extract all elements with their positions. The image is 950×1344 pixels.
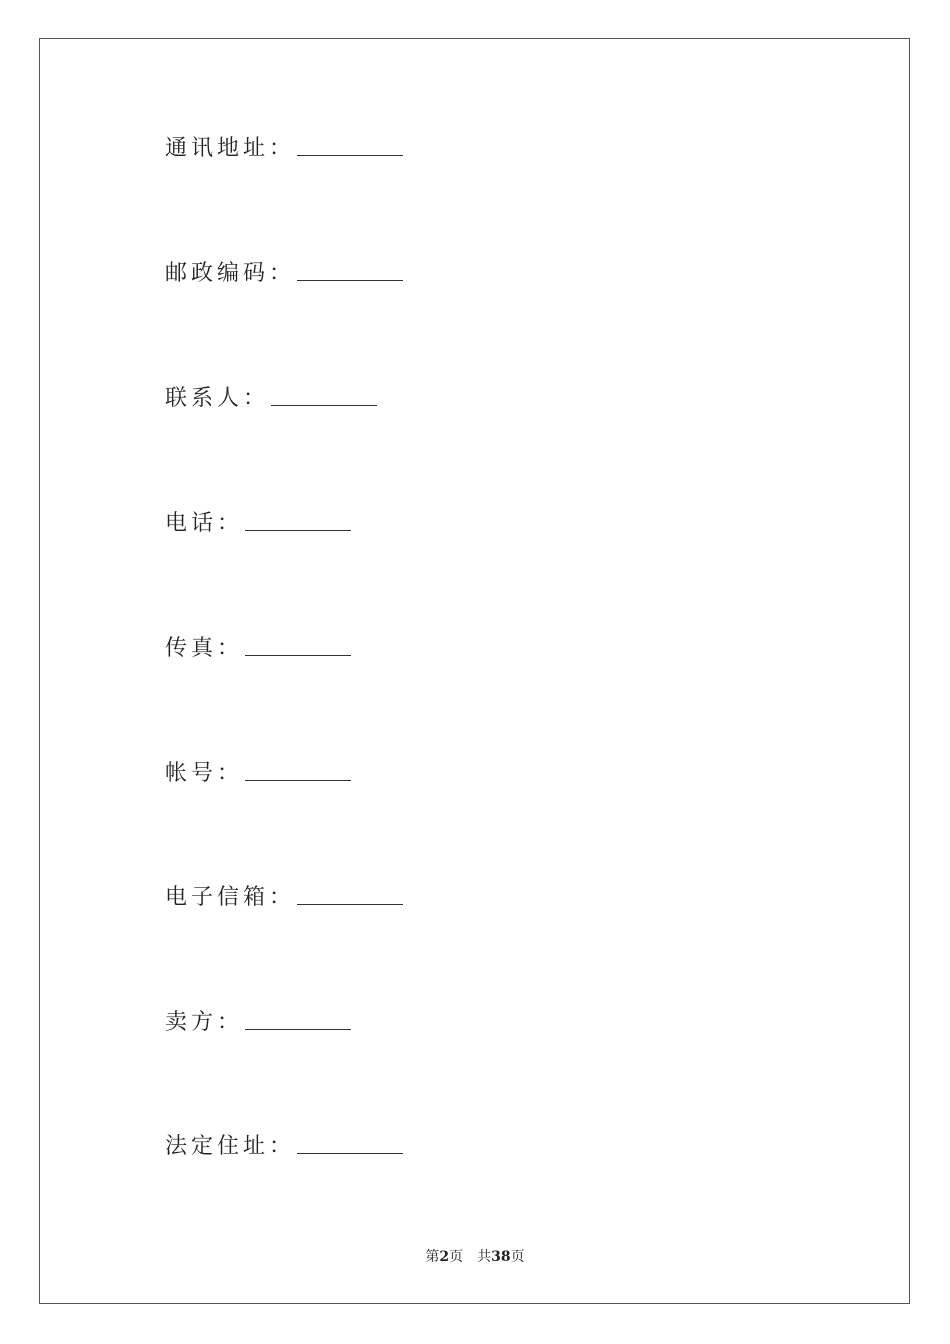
field-legal-address [165, 1132, 403, 1162]
field-label: 传真： [165, 636, 244, 661]
total-pages-number: 38 [491, 1249, 511, 1265]
field-label: 帐号： [165, 761, 244, 786]
current-page-number: 2 [439, 1249, 450, 1265]
field-account-number [165, 759, 351, 789]
fill-in-blank [245, 780, 351, 781]
fill-in-blank [297, 904, 403, 905]
field-label: 卖方： [165, 1010, 244, 1035]
fill-in-blank [245, 655, 351, 656]
total-suffix: 页 [510, 1249, 525, 1265]
form-field-list [165, 0, 765, 1344]
fill-in-blank [271, 405, 377, 406]
fill-in-blank [245, 1029, 351, 1030]
total-prefix: 共 [477, 1249, 492, 1265]
field-label: 电子信箱： [165, 885, 296, 910]
field-email [165, 883, 403, 913]
fill-in-blank [245, 530, 351, 531]
field-postal-code [165, 259, 403, 289]
field-phone [165, 509, 351, 539]
page-suffix: 页 [449, 1249, 464, 1265]
fill-in-blank [297, 155, 403, 156]
field-label: 通讯地址： [165, 136, 296, 161]
field-mailing-address [165, 134, 403, 164]
field-fax [165, 634, 351, 664]
page-prefix: 第 [425, 1249, 440, 1265]
field-label: 法定住址： [165, 1134, 296, 1159]
fill-in-blank [297, 280, 403, 281]
field-label: 联系人： [165, 386, 270, 411]
page-footer [0, 1247, 950, 1267]
fill-in-blank [297, 1153, 403, 1154]
field-label: 邮政编码： [165, 261, 296, 286]
field-label: 电话： [165, 511, 244, 536]
field-contact-person [165, 384, 377, 414]
field-seller [165, 1008, 351, 1038]
